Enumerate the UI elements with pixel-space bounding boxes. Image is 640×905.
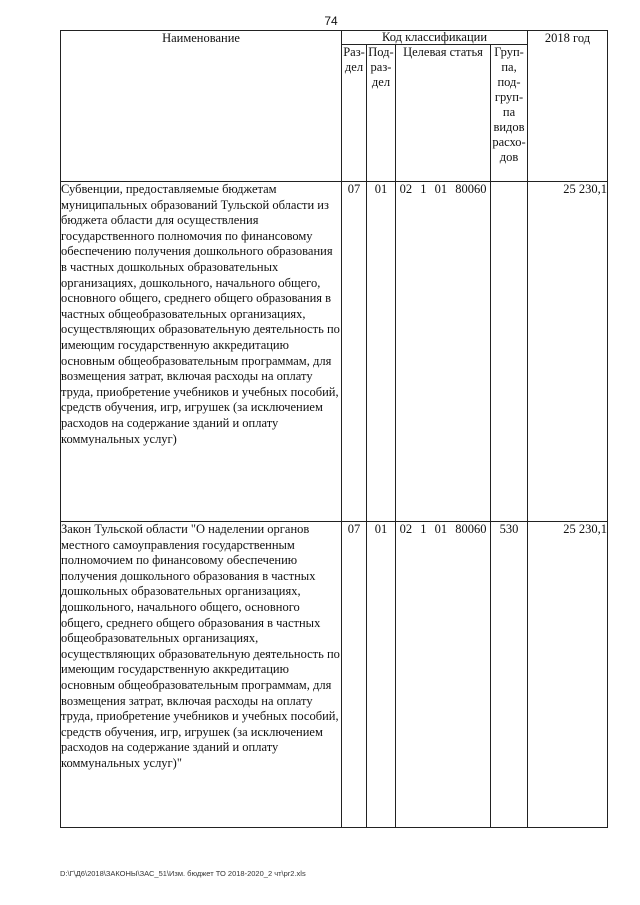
- budget-table: [60, 30, 608, 828]
- table-row: [61, 182, 608, 522]
- row-amount: 25 230,1: [528, 522, 608, 828]
- header-expense-group: Груп- па, под- груп- па видов расхо- дов: [491, 45, 528, 182]
- row-target-article: 02 1 01 80060: [396, 522, 491, 828]
- row-target-article: 02 1 01 80060: [396, 182, 491, 522]
- row-section: 07: [342, 182, 367, 522]
- file-path-footer: D:\Г\Д6\2018\ЗАКОНЫ\ЗАС_51\Изм. бюджет ТО 2018-2020_2 чт\pr2.xls: [60, 869, 306, 878]
- page-number: 74: [324, 14, 338, 28]
- row-subsection: 01: [367, 182, 396, 522]
- row-name: Закон Тульской области "О наделении органов местного самоуправления государственным полномочием по финансовому обеспечению получения дошкольного образования в частных дошкольных образовательных организациях, дошкольного, начального общего, основного общего, среднего общего образования в частных общеобразовательных организациях, осуществляющих образовательную деятельность по имеющим государственную аккредитацию основным общеобразовательным программам, для возмещения затрат, включая расходы на оплату труда, приобретение учебников и учебных пособий, средств обучения, игр, игрушек (за исключением расходов на содержание зданий и оплату коммунальных услуг)": [61, 522, 342, 828]
- header-name: Наименование: [61, 31, 342, 182]
- row-subsection: 01: [367, 522, 396, 828]
- header-subsection: Под- раз- дел: [367, 45, 396, 182]
- table-row: [61, 522, 608, 828]
- row-name: Субвенции, предоставляемые бюджетам муниципальных образований Тульской области из бюджета области для осуществления государственного полномочия по финансовому обеспечению получения дошкольного образования в частных дошкольных образовательных организациях, дошкольного, начального общего, основного общего, среднего общего образования в частных общеобразовательных организациях, осуществляющих образовательную деятельность по имеющим государственную аккредитацию основным общеобразовательным программам, для возмещения затрат, включая расходы на оплату труда, приобретение учебников и учебных пособий, средств обучения, игр, игрушек (за исключением расходов на содержание зданий и оплату коммунальных услуг): [61, 182, 342, 522]
- header-target-article: Целевая статья: [396, 45, 491, 182]
- row-amount: 25 230,1: [528, 182, 608, 522]
- header-classification-code: Код классификации: [342, 31, 528, 45]
- header-year: 2018 год: [528, 31, 608, 182]
- header-section: Раз- дел: [342, 45, 367, 182]
- header-row-top: [61, 31, 608, 45]
- row-expense-group: [491, 182, 528, 522]
- row-section: 07: [342, 522, 367, 828]
- row-expense-group: 530: [491, 522, 528, 828]
